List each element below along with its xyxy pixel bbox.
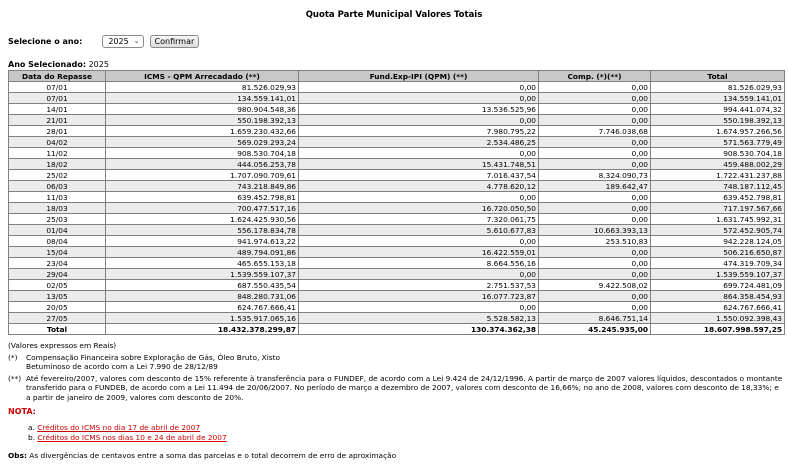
value-cell: 550.198.392,13: [106, 115, 299, 126]
value-cell: 569.029.293,24: [106, 137, 299, 148]
value-cell: 15.431.748,51: [299, 159, 539, 170]
value-cell: 16.077.723,87: [299, 291, 539, 302]
date-cell: 18/03: [9, 203, 106, 214]
table-row: [9, 170, 785, 181]
column-header: Total: [651, 71, 785, 82]
date-cell: 21/01: [9, 115, 106, 126]
value-cell: 459.488.002,29: [651, 159, 785, 170]
value-cell: 7.746.038,68: [539, 126, 651, 137]
table-row: [9, 247, 785, 258]
value-cell: 8.324.090,73: [539, 170, 651, 181]
value-cell: 1.539.559.107,37: [106, 269, 299, 280]
link-a-mark: a.: [28, 423, 35, 432]
value-cell: 639.452.798,81: [651, 192, 785, 203]
value-cell: 7.980.795,22: [299, 126, 539, 137]
total-cell: 18.607.998.597,25: [651, 324, 785, 335]
obs-label: Obs:: [8, 451, 27, 460]
link-icms-17-abril[interactable]: Créditos do ICMS no dia 17 de abril de 2007: [37, 423, 201, 432]
value-cell: 1.674.957.266,56: [651, 126, 785, 137]
value-cell: 550.198.392,13: [651, 115, 785, 126]
date-cell: 02/05: [9, 280, 106, 291]
value-cell: 743.218.849,86: [106, 181, 299, 192]
value-cell: 2.751.537,53: [299, 280, 539, 291]
value-cell: 908.530.704,18: [651, 148, 785, 159]
year-label: Selecione o ano:: [8, 36, 83, 46]
value-cell: 81.526.029,93: [651, 82, 785, 93]
value-cell: 444.056.253,78: [106, 159, 299, 170]
nota-title: NOTA:: [8, 407, 36, 416]
value-cell: 0,00: [299, 192, 539, 203]
table-row: [9, 258, 785, 269]
value-cell: 571.563.779,49: [651, 137, 785, 148]
dstar-note-mark: (**): [8, 373, 22, 383]
value-cell: 16.422.559,01: [299, 247, 539, 258]
value-cell: 941.974.613,22: [106, 236, 299, 247]
selected-year-value: 2025: [88, 60, 109, 69]
date-cell: 04/02: [9, 137, 106, 148]
date-cell: 28/01: [9, 126, 106, 137]
value-cell: 0,00: [299, 82, 539, 93]
table-row: [9, 302, 785, 313]
value-cell: 0,00: [299, 302, 539, 313]
value-cell: 8.664.556,16: [299, 258, 539, 269]
column-header: Comp. (*)(**): [539, 71, 651, 82]
value-cell: 0,00: [539, 192, 651, 203]
date-cell: 11/02: [9, 148, 106, 159]
date-cell: 11/03: [9, 192, 106, 203]
date-cell: 29/04: [9, 269, 106, 280]
selected-year-label: Ano Selecionado:: [8, 60, 87, 69]
value-cell: 1.631.745.992,31: [651, 214, 785, 225]
value-cell: 1.535.917.065,16: [106, 313, 299, 324]
value-cell: 253.510,83: [539, 236, 651, 247]
value-cell: 0,00: [539, 302, 651, 313]
value-cell: 1.539.559.107,37: [651, 269, 785, 280]
value-cell: 624.767.666,41: [651, 302, 785, 313]
date-cell: 07/01: [9, 93, 106, 104]
nota-links: [28, 423, 227, 443]
value-cell: 7.320.061,75: [299, 214, 539, 225]
value-cell: 16.720.050,50: [299, 203, 539, 214]
star-note-text: Compensação Financeira sobre Exploração de Gás, Óleo Bruto, Xisto Betuminoso de acordo com a Lei 7.990 de 28/12/89: [26, 352, 281, 371]
dstar-note-text: Até fevereiro/2007, valores com desconto de 15% referente à transferência para o FUNDEF, de acordo com a Lei 9.424 de 24/12/1996. A partir de março de 2007 valores líquidos, descontados o montante transferido para o FUNDEB, de acordo com a Lei 11.494 de 20/06/2007. No período de março a dezembro de 2007, valores com desconto de 16,66%; no ano de 2008, valores com desconto de 18,33%; e a partir de janeiro de 2009, valores com desconto de 20%.: [26, 373, 783, 402]
date-cell: 20/05: [9, 302, 106, 313]
value-cell: 864.358.454,93: [651, 291, 785, 302]
value-cell: 0,00: [539, 82, 651, 93]
year-select-value: 2025: [108, 36, 129, 46]
value-cell: 506.216.650,87: [651, 247, 785, 258]
date-cell: 07/01: [9, 82, 106, 93]
date-cell: 14/01: [9, 104, 106, 115]
value-cell: 474.319.709,34: [651, 258, 785, 269]
confirm-button[interactable]: Confirmar: [150, 35, 200, 48]
value-cell: 134.559.141,01: [651, 93, 785, 104]
date-cell: 15/04: [9, 247, 106, 258]
value-cell: 748.187.112,45: [651, 181, 785, 192]
value-cell: 489.794.091,86: [106, 247, 299, 258]
value-cell: 0,00: [539, 159, 651, 170]
value-cell: 9.422.508,02: [539, 280, 651, 291]
date-cell: 13/05: [9, 291, 106, 302]
table-row: [9, 192, 785, 203]
value-cell: 4.778.620,12: [299, 181, 539, 192]
obs-note: [8, 451, 396, 460]
table-row: [9, 137, 785, 148]
value-cell: 465.655.153,18: [106, 258, 299, 269]
value-cell: 700.477.517,16: [106, 203, 299, 214]
date-cell: 01/04: [9, 225, 106, 236]
value-cell: 0,00: [299, 93, 539, 104]
date-cell: 27/05: [9, 313, 106, 324]
value-cell: 717.197.567,66: [651, 203, 785, 214]
value-cell: 624.767.666,41: [106, 302, 299, 313]
column-header: ICMS - QPM Arrecadado (**): [106, 71, 299, 82]
value-cell: 134.559.141,01: [106, 93, 299, 104]
column-header: Data do Repasse: [9, 71, 106, 82]
table-row: [9, 148, 785, 159]
total-label: Total: [9, 324, 106, 335]
value-cell: 1.707.090.709,61: [106, 170, 299, 181]
table-row: [9, 181, 785, 192]
value-cell: 699.724.481,09: [651, 280, 785, 291]
total-cell: 45.245.935,00: [539, 324, 651, 335]
date-cell: 06/03: [9, 181, 106, 192]
value-cell: 13.536.525,96: [299, 104, 539, 115]
chevron-down-icon: ⌄: [133, 37, 140, 45]
value-cell: 5.610.677,83: [299, 225, 539, 236]
star-note-mark: (*): [8, 352, 18, 362]
value-cell: 908.530.704,18: [106, 148, 299, 159]
value-cell: 0,00: [539, 247, 651, 258]
table-row: [9, 236, 785, 247]
reais-note: (Valores expressos em Reais): [8, 341, 117, 350]
date-cell: 08/04: [9, 236, 106, 247]
value-cell: 0,00: [539, 148, 651, 159]
table-row: [9, 313, 785, 324]
table-row: [9, 214, 785, 225]
total-cell: 18.432.378.299,87: [106, 324, 299, 335]
obs-text: As divergências de centavos entre a soma das parcelas e o total decorrem de erro de aproximação: [29, 451, 397, 460]
values-table: [8, 70, 785, 335]
value-cell: 0,00: [539, 291, 651, 302]
value-cell: 994.441.074,32: [651, 104, 785, 115]
table-row: [9, 82, 785, 93]
value-cell: 0,00: [539, 137, 651, 148]
total-row: [9, 324, 785, 335]
column-header: Fund.Exp-IPI (QPM) (**): [299, 71, 539, 82]
table-row: [9, 93, 785, 104]
value-cell: 0,00: [299, 269, 539, 280]
date-cell: 25/03: [9, 214, 106, 225]
table-row: [9, 126, 785, 137]
value-cell: 0,00: [299, 115, 539, 126]
value-cell: 639.452.798,81: [106, 192, 299, 203]
value-cell: 942.228.124,05: [651, 236, 785, 247]
table-row: [9, 291, 785, 302]
link-b-mark: b.: [28, 433, 36, 442]
value-cell: 2.534.486,25: [299, 137, 539, 148]
value-cell: 8.646.751,14: [539, 313, 651, 324]
date-cell: 23/04: [9, 258, 106, 269]
link-icms-10-24-abril[interactable]: Créditos do ICMS nos dias 10 e 24 de abril de 2007: [37, 433, 227, 442]
value-cell: 5.528.582,13: [299, 313, 539, 324]
date-cell: 18/02: [9, 159, 106, 170]
value-cell: 0,00: [299, 148, 539, 159]
page-title: Quota Parte Municipal Valores Totais: [305, 10, 483, 20]
table-row: [9, 225, 785, 236]
table-row: [9, 104, 785, 115]
value-cell: 0,00: [539, 104, 651, 115]
value-cell: 687.550.435,54: [106, 280, 299, 291]
value-cell: 81.526.029,93: [106, 82, 299, 93]
table-row: [9, 203, 785, 214]
value-cell: 7.016.437,54: [299, 170, 539, 181]
year-selector-row: [8, 34, 199, 48]
value-cell: 572.452.905,74: [651, 225, 785, 236]
selected-year-info: [8, 60, 109, 69]
value-cell: 848.280.731,06: [106, 291, 299, 302]
table-row: [9, 115, 785, 126]
value-cell: 0,00: [539, 93, 651, 104]
date-cell: 25/02: [9, 170, 106, 181]
total-cell: 130.374.362,38: [299, 324, 539, 335]
table-row: [9, 269, 785, 280]
table-row: [9, 159, 785, 170]
value-cell: 980.904.548,36: [106, 104, 299, 115]
value-cell: 10.663.393,13: [539, 225, 651, 236]
value-cell: 189.642,47: [539, 181, 651, 192]
value-cell: 1.624.425.930,56: [106, 214, 299, 225]
notes: [8, 341, 784, 402]
year-select[interactable]: [102, 35, 143, 48]
table-row: [9, 280, 785, 291]
value-cell: 0,00: [539, 203, 651, 214]
value-cell: 0,00: [539, 214, 651, 225]
value-cell: 0,00: [539, 115, 651, 126]
value-cell: 1.659.230.432,66: [106, 126, 299, 137]
value-cell: 0,00: [299, 236, 539, 247]
value-cell: 1.722.431.237,88: [651, 170, 785, 181]
value-cell: 1.550.092.398,43: [651, 313, 785, 324]
value-cell: 0,00: [539, 258, 651, 269]
value-cell: 556.178.834,78: [106, 225, 299, 236]
value-cell: 0,00: [539, 269, 651, 280]
